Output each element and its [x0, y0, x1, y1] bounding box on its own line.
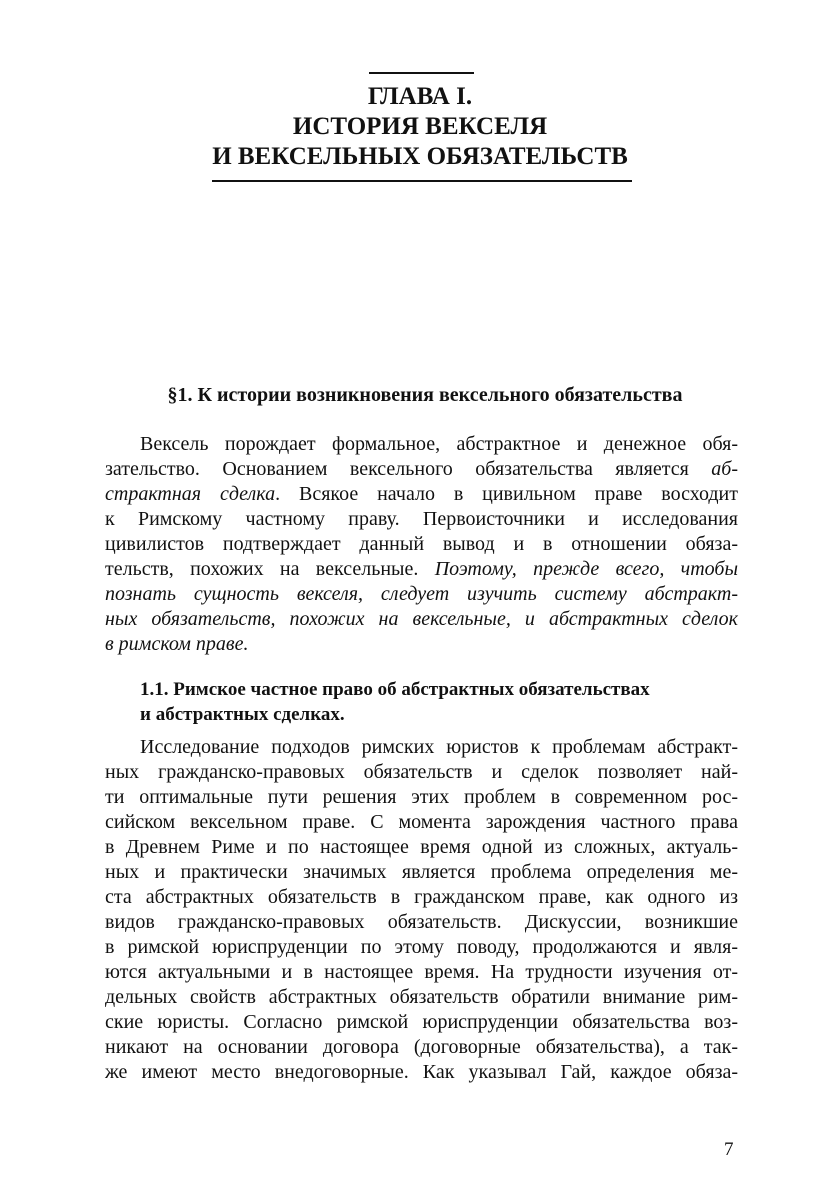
- text-run-italic: аб-: [711, 458, 738, 480]
- paragraph-1-line: в римском праве.: [105, 633, 249, 655]
- text-run: зательство. Основанием вексельного обязательства является: [105, 458, 712, 480]
- paragraph-2-line: ных гражданско-правовых обязательств и сделок позволяет най-: [105, 761, 738, 783]
- paragraph-2-line: ти оптимальные пути решения этих проблем в современном рос-: [105, 786, 738, 808]
- chapter-title-line-1: ИСТОРИЯ ВЕКСЕЛЯ: [292, 113, 548, 140]
- paragraph-2-line: Исследование подходов римских юристов к проблемам абстракт-: [140, 736, 738, 758]
- paragraph-2-line: же имеют место внедоговорные. Как указывал Гай, каждое обяза-: [105, 1061, 738, 1083]
- subsection-title-line: 1.1. Римское частное право об абстрактных обязательствах: [140, 679, 650, 700]
- chapter-bottom-rule: [212, 180, 632, 182]
- paragraph-1-line: к Римскому частному праву. Первоисточники и исследования: [105, 508, 738, 530]
- text-run-italic: страктная сделка: [105, 483, 276, 505]
- text-run-italic: Поэтому, прежде всего, чтобы: [434, 558, 738, 580]
- paragraph-1-line: [105, 557, 738, 582]
- subsection-title-line: и абстрактных сделках.: [140, 704, 345, 725]
- chapter-top-rule: [369, 72, 474, 74]
- paragraph-2-line: ста абстрактных обязательств в гражданском праве, как одного из: [105, 886, 738, 908]
- section-title: §1. К истории возникновения вексельного обязательства: [167, 384, 683, 406]
- page-number: 7: [724, 1139, 734, 1160]
- text-run: тельств, похожих на вексельные.: [105, 558, 435, 580]
- paragraph-2-line: видов гражданско-правовых обязательств. Дискуссии, возникшие: [105, 911, 738, 933]
- text-run: . Всякое начало в цивильном праве восходит: [275, 483, 738, 505]
- chapter-heading: [140, 82, 700, 172]
- paragraph-2-line: в римской юриспруденции по этому поводу, продолжаются и явля-: [105, 936, 738, 958]
- paragraph-1-line: ных обязательств, похожих на вексельные, и абстрактных сделок: [105, 608, 738, 630]
- paragraph-2-line: никают на основании договора (договорные обязательства), а так-: [105, 1036, 738, 1058]
- paragraph-1-line: познать сущность векселя, следует изучить систему абстракт-: [105, 583, 738, 605]
- paragraph-1-line: [105, 457, 738, 482]
- paragraph-2-line: ские юристы. Согласно римской юриспруденции обязательства воз-: [105, 1011, 738, 1033]
- chapter-title-line-2: И ВЕКСЕЛЬНЫХ ОБЯЗАТЕЛЬСТВ: [212, 143, 628, 170]
- paragraph-2-line: ются актуальными и в настоящее время. На трудности изучения от-: [105, 961, 738, 983]
- paragraph-2-line: сийском вексельном праве. С момента зарождения частного права: [105, 811, 738, 833]
- paragraph-1-line: цивилистов подтверждает данный вывод и в отношении обяза-: [105, 533, 738, 555]
- paragraph-2-line: ных и практически значимых является проблема определения ме-: [105, 861, 738, 883]
- paragraph-1-line: [105, 482, 738, 507]
- paragraph-2-line: в Древнем Риме и по настоящее время одной из сложных, актуаль-: [105, 836, 738, 858]
- chapter-number: ГЛАВА I.: [367, 83, 473, 110]
- paragraph-2-line: дельных свойств абстрактных обязательств обратили внимание рим-: [105, 986, 738, 1008]
- paragraph-1-line: Вексель порождает формальное, абстрактное и денежное обя-: [140, 433, 738, 455]
